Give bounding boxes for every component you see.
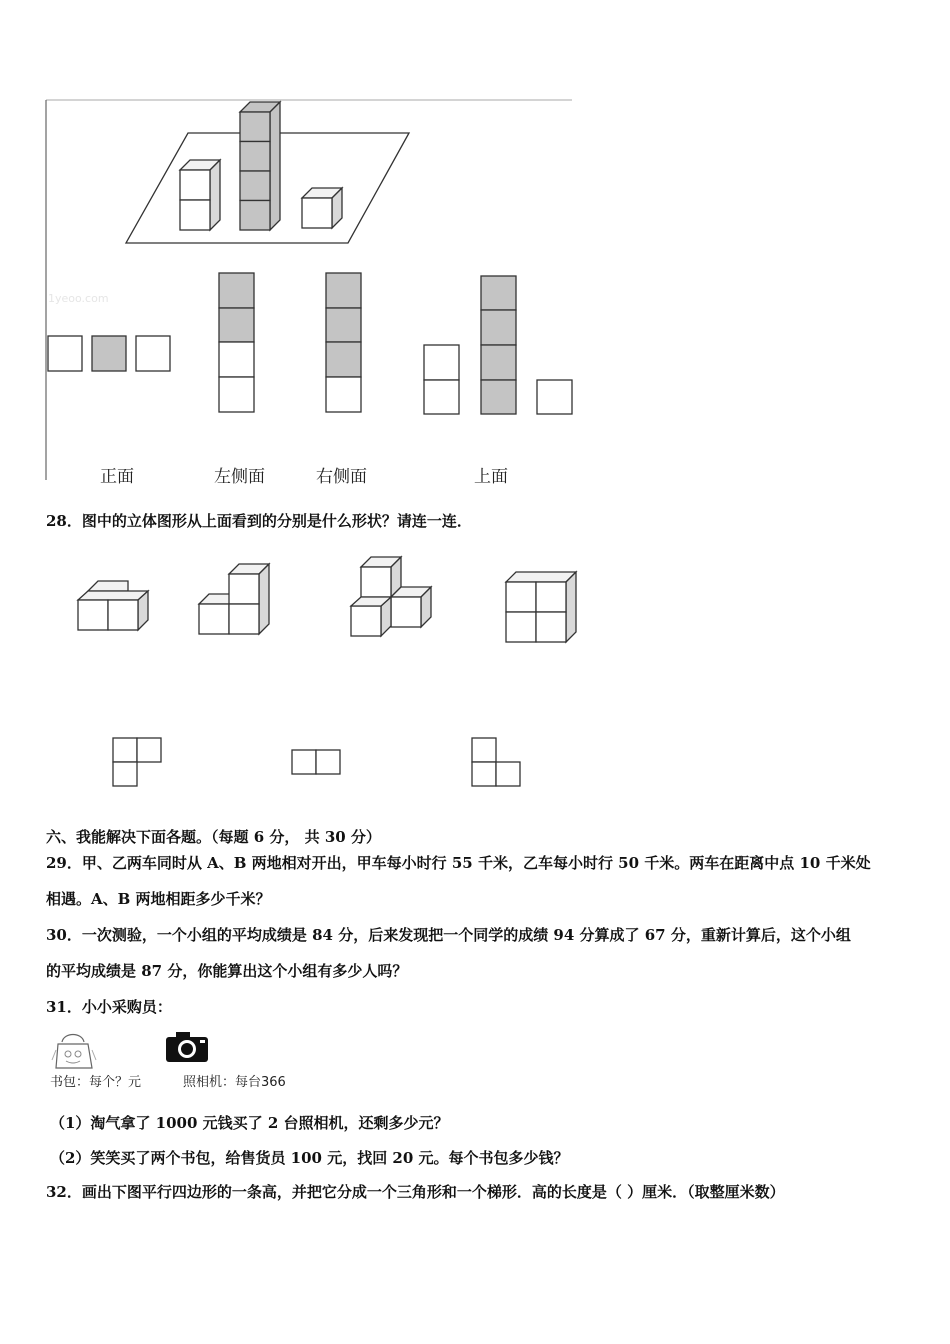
label-front: 正面: [100, 467, 134, 487]
camera-price-label: 照相机：每台366: [183, 1075, 286, 1090]
question-31-sub-2: （2）笑笑买了两个书包，给售货员 100 元，找回 20 元。每个书包多少钱？: [50, 1149, 569, 1167]
question-28: 28．图中的立体图形从上面看到的分别是什么形状？请连一连．: [46, 512, 472, 530]
solid-2: [199, 564, 269, 634]
question-30-line-2: 的平均成绩是 87 分，你能算出这个小组有多少人吗？: [46, 962, 408, 980]
top-view-c: [472, 738, 520, 786]
front-view: [48, 336, 170, 371]
question-31-title: 31．小小采购员：: [46, 998, 172, 1016]
label-right-side: 右侧面: [316, 467, 367, 487]
schoolbag-icon: [52, 1030, 102, 1074]
left-side-view: [219, 273, 254, 412]
right-side-view: [326, 273, 361, 412]
figure-28: [0, 545, 950, 805]
schoolbag-price-label: 书包：每个？元: [50, 1075, 142, 1090]
tall-stack: [240, 102, 280, 230]
solid-4: [506, 572, 576, 642]
left-stack: [180, 160, 220, 230]
single-cube: [302, 188, 342, 228]
top-view: [424, 276, 572, 414]
section-6-heading: 六、我能解决下面各题。（每题 6 分， 共 30 分）: [46, 828, 381, 846]
question-30-line-1: 30．一次测验，一个小组的平均成绩是 84 分，后来发现把一个同学的成绩 94 分算成了 67 分，重新计算后，这个小组: [46, 926, 851, 944]
label-top: 上面: [474, 467, 508, 487]
figure-27-drawing: [0, 0, 600, 500]
question-31-sub-1: （1）淘气拿了 1000 元钱买了 2 台照相机，还剩多少元？: [50, 1114, 449, 1132]
solid-3: [351, 557, 431, 636]
question-29-line-1: 29．甲、乙两车同时从 A、B 两地相对开出，甲车每小时行 55 千米，乙车每小时行 50 千米。两车在距离中点 10 千米处: [46, 854, 871, 872]
top-view-b: [292, 750, 340, 774]
camera-icon: [164, 1030, 212, 1064]
label-left-side: 左侧面: [214, 467, 265, 487]
solid-1: [78, 581, 148, 630]
top-view-a: [113, 738, 161, 786]
figure-27: [0, 0, 600, 500]
question-29-line-2: 相遇。A、B 两地相距多少千米？: [46, 890, 271, 908]
watermark: 1yeoo.com: [48, 292, 109, 305]
question-32: 32．画出下图平行四边形的一条高，并把它分成一个三角形和一个梯形．高的长度是（ ）厘米．（取整厘米数）: [46, 1183, 785, 1201]
